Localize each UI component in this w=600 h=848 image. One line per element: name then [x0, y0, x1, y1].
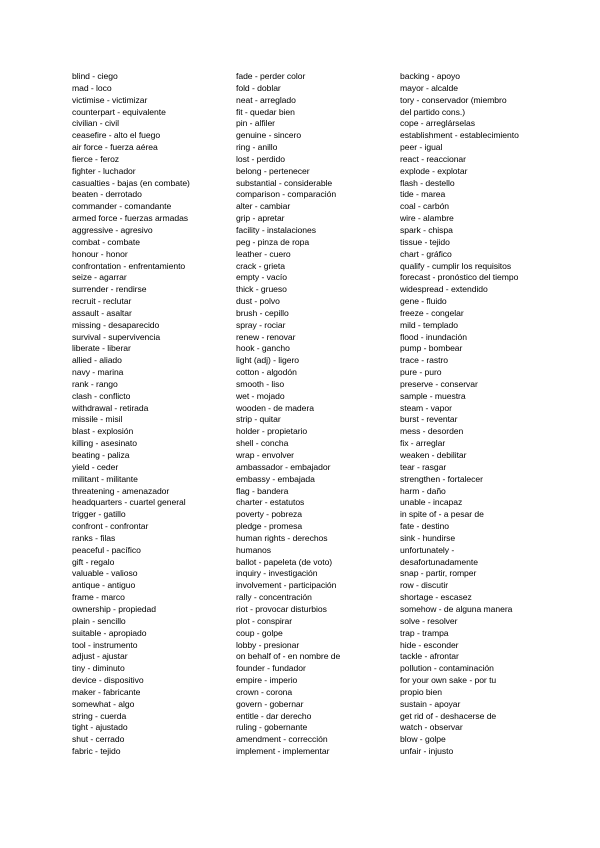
vocabulary-entry: unfortunately -: [400, 544, 455, 555]
vocabulary-entry: belong - pertenecer: [236, 165, 310, 176]
vocabulary-entry: cotton - algodón: [236, 367, 297, 378]
vocabulary-entry: blast - explosión: [72, 426, 134, 437]
vocabulary-entry: establishment - establecimiento: [400, 130, 519, 141]
vocabulary-entry: sustain - apoyar: [400, 698, 461, 709]
vocabulary-entry: ranks - filas: [72, 532, 116, 543]
vocabulary-entry: inquiry - investigación: [236, 568, 318, 579]
vocabulary-entry: tissue - tejido: [400, 236, 450, 247]
vocabulary-entry: tackle - afrontar: [400, 651, 459, 662]
vocabulary-entry: alter - cambiar: [236, 201, 291, 212]
vocabulary-entry: human rights - derechos: [236, 532, 328, 543]
vocabulary-entry: civilian - civil: [72, 118, 119, 129]
vocabulary-entry: somehow - de alguna manera: [400, 603, 513, 614]
vocabulary-entry: widespread - extendido: [400, 284, 488, 295]
vocabulary-entry: air force - fuerza aérea: [72, 142, 158, 153]
vocabulary-entry: genuine - sincero: [236, 130, 302, 141]
vocabulary-entry: spark - chispa: [400, 224, 453, 235]
vocabulary-entry: ring - anillo: [236, 142, 278, 153]
vocabulary-entry: militant - militante: [72, 473, 138, 484]
vocabulary-entry: allied - aliado: [72, 355, 122, 366]
vocabulary-entry: blow - golpe: [400, 734, 446, 745]
vocabulary-entry: solve - resolver: [400, 615, 458, 626]
vocabulary-entry: seize - agarrar: [72, 272, 127, 283]
vocabulary-entry: confrontation - enfrentamiento: [72, 260, 186, 271]
vocabulary-entry: brush - cepillo: [236, 307, 289, 318]
vocabulary-entry: shortage - escasez: [400, 592, 472, 603]
vocabulary-entry: unfair - injusto: [400, 746, 454, 757]
vocabulary-entry: gene - fluido: [400, 296, 447, 307]
vocabulary-entry: mess - desorden: [400, 426, 464, 437]
vocabulary-entry: explode - explotar: [400, 165, 468, 176]
vocabulary-entry: recruit - reclutar: [72, 296, 132, 307]
vocabulary-entry: trigger - gatillo: [72, 509, 126, 520]
vocabulary-entry: beating - paliza: [72, 450, 130, 460]
vocabulary-entry: watch - observar: [400, 722, 463, 733]
vocabulary-entry: coal - carbón: [400, 201, 450, 212]
vocabulary-entry: snap - partir, romper: [400, 568, 477, 579]
vocabulary-entry: mild - templado: [400, 319, 458, 330]
vocabulary-entry: combat - combate: [72, 236, 140, 247]
vocabulary-entry: sink - hundirse: [400, 532, 456, 543]
vocabulary-entry: substantial - considerable: [236, 177, 333, 188]
vocabulary-entry: involvement - participación: [236, 580, 337, 591]
vocabulary-entry: backing - apoyo: [400, 71, 460, 81]
vocabulary-entry: maker - fabricante: [72, 686, 141, 697]
vocabulary-entry: harm - daño: [400, 485, 446, 496]
vocabulary-entry: embassy - embajada: [236, 473, 315, 484]
vocabulary-entry: ownership - propiedad: [72, 603, 156, 614]
vocabulary-entry: fabric - tejido: [72, 746, 121, 757]
vocabulary-entry: chart - gráfico: [400, 248, 452, 259]
vocabulary-entry: entitle - dar derecho: [236, 710, 312, 721]
vocabulary-entry: preserve - conservar: [400, 378, 478, 389]
vocabulary-entry: casualties - bajas (en combate): [72, 177, 190, 188]
vocabulary-entry: spray - rociar: [236, 319, 286, 330]
vocabulary-entry: desafortunadamente: [400, 556, 478, 567]
vocabulary-entry: fit - quedar bien: [236, 106, 295, 117]
vocabulary-entry: device - dispositivo: [72, 675, 144, 686]
vocabulary-entry: survival - supervivencia: [72, 331, 161, 342]
vocabulary-entry: thick - grueso: [236, 284, 287, 295]
vocabulary-entry: cope - arreglárselas: [400, 118, 475, 129]
vocabulary-entry: gift - regalo: [72, 556, 115, 567]
vocabulary-entry: shell - concha: [236, 438, 289, 449]
vocabulary-entry: empire - imperio: [236, 675, 298, 686]
vocabulary-entry: threatening - amenazador: [72, 485, 170, 496]
vocabulary-entry: pledge - promesa: [236, 521, 303, 532]
vocabulary-entry: fate - destino: [400, 521, 449, 532]
vocabulary-entry: tight - ajustado: [72, 722, 128, 733]
vocabulary-entry: grip - apretar: [236, 213, 285, 224]
vocabulary-entry: flood - inundación: [400, 331, 467, 342]
vocabulary-entry: neat - arreglado: [236, 94, 296, 105]
vocabulary-entry: fade - perder color: [236, 71, 306, 81]
vocabulary-entry: for your own sake - por tu: [400, 675, 497, 686]
vocabulary-entry: row - discutir: [400, 580, 449, 591]
vocabulary-entry: victimise - victimizar: [72, 94, 148, 105]
vocabulary-entry: sample - muestra: [400, 390, 466, 401]
vocabulary-entry: wooden - de madera: [236, 402, 314, 413]
vocabulary-entry: light (adj) - ligero: [236, 355, 300, 366]
vocabulary-entry: fix - arreglar: [400, 438, 446, 449]
vocabulary-entry: del partido cons.): [400, 106, 466, 117]
vocabulary-entry: fold - doblar: [236, 82, 281, 93]
vocabulary-entry: mad - loco: [72, 82, 112, 93]
vocabulary-entry: mayor - alcalde: [400, 82, 458, 93]
vocabulary-entry: yield - ceder: [72, 461, 119, 472]
vocabulary-entry: confront - confrontar: [72, 521, 149, 532]
vocabulary-entry: plain - sencillo: [72, 615, 126, 626]
vocabulary-entry: holder - propietario: [236, 426, 308, 437]
vocabulary-entry: propio bien: [400, 686, 442, 697]
vocabulary-entry: missing - desaparecido: [72, 319, 160, 330]
vocabulary-entry: surrender - rendirse: [72, 284, 147, 295]
vocabulary-entry: renew - renovar: [236, 331, 296, 342]
vocabulary-entry: burst - reventar: [400, 414, 458, 425]
vocabulary-entry: peaceful - pacífico: [72, 544, 141, 555]
vocabulary-entry: wrap - envolver: [236, 450, 294, 460]
vocabulary-entry: peer - igual: [400, 142, 443, 153]
vocabulary-entry: founder - fundador: [236, 663, 306, 674]
vocabulary-entry: comparison - comparación: [236, 189, 337, 200]
vocabulary-entry: pin - alfiler: [236, 118, 275, 129]
vocabulary-entry: unable - incapaz: [400, 497, 463, 508]
vocabulary-entry: adjust - ajustar: [72, 651, 128, 662]
vocabulary-entry: ambassador - embajador: [236, 461, 331, 472]
vocabulary-entry: fierce - feroz: [72, 153, 120, 164]
vocabulary-entry: lobby - presionar: [236, 639, 300, 650]
vocabulary-entry: tory - conservador (miembro: [400, 94, 507, 105]
vocabulary-column-3: [400, 71, 560, 758]
vocabulary-entry: riot - provocar disturbios: [236, 603, 327, 614]
vocabulary-entry: dust - polvo: [236, 296, 280, 307]
vocabulary-entry: ceasefire - alto el fuego: [72, 130, 161, 141]
vocabulary-entry: poverty - pobreza: [236, 509, 303, 520]
vocabulary-column-1: [72, 71, 227, 758]
vocabulary-entry: pure - puro: [400, 367, 442, 378]
vocabulary-entry: clash - conflicto: [72, 390, 131, 401]
vocabulary-entry: flag - bandera: [236, 485, 289, 496]
vocabulary-entry: trace - rastro: [400, 355, 449, 366]
vocabulary-entry: forecast - pronóstico del tiempo: [400, 272, 519, 283]
vocabulary-entry: crown - corona: [236, 686, 293, 697]
vocabulary-entry: hide - esconder: [400, 639, 459, 650]
vocabulary-entry: tear - rasgar: [400, 461, 447, 472]
vocabulary-entry: string - cuerda: [72, 710, 127, 721]
vocabulary-entry: smooth - liso: [236, 378, 285, 389]
vocabulary-entry: ruling - gobernante: [236, 722, 308, 733]
vocabulary-entry: shut - cerrado: [72, 734, 125, 745]
vocabulary-entry: rank - rango: [72, 378, 118, 389]
vocabulary-entry: valuable - valioso: [72, 568, 138, 579]
vocabulary-entry: strengthen - fortalecer: [400, 473, 483, 484]
vocabulary-entry: tiny - diminuto: [72, 663, 125, 674]
vocabulary-entry: charter - estatutos: [236, 497, 305, 508]
vocabulary-entry: rally - concentración: [236, 592, 312, 603]
vocabulary-entry: amendment - corrección: [236, 734, 328, 745]
vocabulary-entry: in spite of - a pesar de: [400, 509, 484, 520]
vocabulary-entry: blind - ciego: [72, 71, 118, 81]
vocabulary-entry: antique - antiguo: [72, 580, 136, 591]
vocabulary-entry: govern - gobernar: [236, 698, 304, 709]
vocabulary-entry: ballot - papeleta (de voto): [236, 556, 333, 567]
vocabulary-entry: frame - marco: [72, 592, 125, 603]
vocabulary-entry: steam - vapor: [400, 402, 452, 413]
vocabulary-entry: withdrawal - retirada: [72, 402, 149, 413]
vocabulary-entry: leather - cuero: [236, 248, 291, 259]
vocabulary-entry: freeze - congelar: [400, 307, 464, 318]
vocabulary-entry: honour - honor: [72, 248, 128, 259]
vocabulary-entry: missile - misil: [72, 414, 123, 425]
vocabulary-entry: navy - marina: [72, 367, 124, 378]
vocabulary-entry: liberate - liberar: [72, 343, 131, 354]
vocabulary-entry: wire - alambre: [400, 213, 454, 224]
vocabulary-entry: aggressive - agresivo: [72, 224, 153, 235]
vocabulary-entry: armed force - fuerzas armadas: [72, 213, 189, 224]
vocabulary-entry: react - reaccionar: [400, 153, 466, 164]
vocabulary-entry: weaken - debilitar: [400, 450, 467, 460]
vocabulary-entry: lost - perdido: [236, 153, 285, 164]
vocabulary-entry: headquarters - cuartel general: [72, 497, 186, 508]
vocabulary-entry: facility - instalaciones: [236, 224, 316, 235]
vocabulary-entry: get rid of - deshacerse de: [400, 710, 497, 721]
vocabulary-entry: killing - asesinato: [72, 438, 137, 449]
vocabulary-entry: crack - grieta: [236, 260, 285, 271]
vocabulary-entry: on behalf of - en nombre de: [236, 651, 341, 662]
vocabulary-entry: trap - trampa: [400, 627, 449, 638]
vocabulary-entry: qualify - cumplir los requisitos: [400, 260, 512, 271]
vocabulary-entry: commander - comandante: [72, 201, 172, 212]
vocabulary-entry: wet - mojado: [236, 390, 285, 401]
vocabulary-entry: hook - gancho: [236, 343, 290, 354]
vocabulary-entry: somewhat - algo: [72, 698, 135, 709]
vocabulary-entry: peg - pinza de ropa: [236, 236, 310, 247]
vocabulary-entry: counterpart - equivalente: [72, 106, 166, 117]
vocabulary-entry: pump - bombear: [400, 343, 463, 354]
vocabulary-column-2: [236, 71, 391, 758]
vocabulary-entry: implement - implementar: [236, 746, 330, 757]
vocabulary-entry: flash - destello: [400, 177, 455, 188]
vocabulary-entry: fighter - luchador: [72, 165, 136, 176]
vocabulary-entry: assault - asaltar: [72, 307, 132, 318]
vocabulary-entry: suitable - apropiado: [72, 627, 147, 638]
vocabulary-entry: plot - conspirar: [236, 615, 293, 626]
vocabulary-entry: strip - quitar: [236, 414, 281, 425]
vocabulary-entry: humanos: [236, 544, 272, 555]
vocabulary-entry: tide - marea: [400, 189, 446, 200]
vocabulary-entry: tool - instrumento: [72, 639, 138, 650]
vocabulary-entry: pollution - contaminación: [400, 663, 494, 674]
vocabulary-entry: beaten - derrotado: [72, 189, 142, 200]
vocabulary-entry: coup - golpe: [236, 627, 283, 638]
vocabulary-entry: empty - vacío: [236, 272, 287, 283]
